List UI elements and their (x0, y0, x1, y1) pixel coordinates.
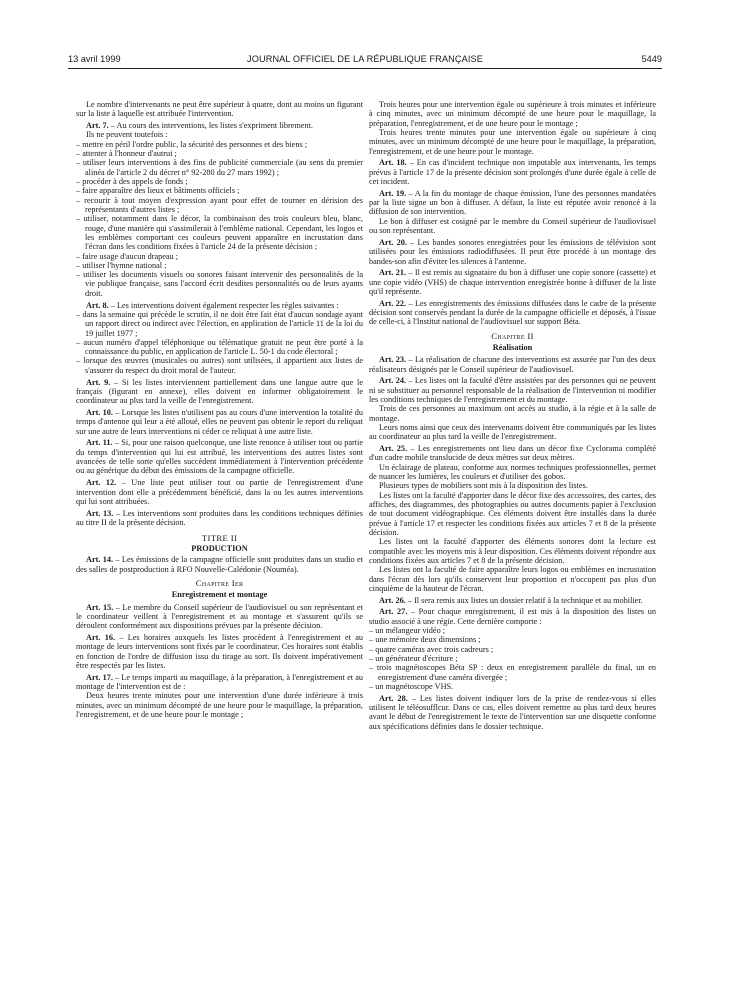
journal-title: JOURNAL OFFICIEL DE LA RÉPUBLIQUE FRANÇAISE (247, 54, 483, 64)
article-9 (76, 378, 363, 406)
article-7-list (76, 140, 363, 298)
article-14 (76, 555, 363, 574)
article-8-list (76, 310, 363, 375)
left-column (76, 100, 363, 719)
article-text: – Les listes ont la faculté d'être assistées par des personnes qui ne peuvent ni se substituer au personnel responsable de la réalisation de l'intervention ni modifier les conditions techniques de l'enregistrement et du montage. (369, 376, 656, 405)
paragraph: Les listes ont la faculté de faire apparaître leurs logos ou emblèmes en incrustation dans l'écran dès lors qu'ils conservent leur proportion et n'occupent pas plus d'un cinquième de la hauteur de l'écran. (369, 565, 656, 593)
article-text: – A la fin du montage de chaque émission, l'une des personnes mandatées par la liste signe un bon à diffuser. A défaut, la liste est réputée avoir renoncé à la diffusion de son intervention. (369, 188, 656, 217)
article-label: Art. 18. (379, 158, 407, 168)
paragraph: Le nombre d'intervenants ne peut être supérieur à quatre, dont au moins un figurant sur la liste à laquelle est attribuée l'intervention. (76, 100, 363, 119)
list-item: – aucun numéro d'appel téléphonique ou télématique gratuit ne peut être porté à la connaissance du public, en application de l'article L. 50-1 du code électoral ; (76, 337, 363, 357)
paragraph: Les listes ont la faculté d'apporter des éléments sonores dont la lecture est compatible avec les moyens mis à leur disposition. Ces éléments doivent répondre aux conditions fixées aux articles 7 et 8 de la présente décision. (369, 537, 656, 565)
article-label: Art. 17. (86, 672, 113, 682)
list-item: – utiliser l'hymne national ; (76, 260, 167, 270)
article-text: – Il est remis au signataire du bon à diffuser une copie sonore (cassette) et une copie vidéo (VHS) de chaque intervention enregistrée bonne à diffuser de la liste qu'il représente. (369, 268, 656, 296)
article-label: Art. 8. (86, 300, 109, 310)
paragraph: Leurs noms ainsi que ceux des intervenants doivent être communiqués par les listes au coordinateur au plus tard la veille de l'enregistrement. (369, 423, 656, 442)
article-7 (76, 121, 363, 130)
article-label: Art. 13. (86, 508, 114, 518)
article-text: – Les enregistrements des émissions diffusées dans le cadre de la présente décision sont conservés pendant la durée de la campagne officielle et déposés, à l'issue de celle-ci, à l'Institut national de l'audiovisuel sur support Béta. (369, 298, 656, 327)
article-label: Art. 24. (379, 376, 407, 386)
list-item: – procéder à des appels de fonds ; (76, 177, 188, 186)
paragraph: Un éclairage de plateau, conforme aux normes techniques professionnelles, permet de nuancer les lumières, les couleurs et d'utiliser des gobos. (369, 462, 656, 482)
article-label: Art. 22. (379, 298, 407, 308)
article-label: Art. 15. (86, 602, 114, 612)
list-item: – trois magnétoscopes Béta SP : deux en enregistrement parallèle du final, un en enregistrement d'une caméra divergée ; (369, 663, 656, 682)
chapter-heading: Enregistrement et montage (171, 590, 268, 600)
article-text: – Les enregistrements ont lieu dans un décor fixe Cyclorama complété d'un cadre mobile translucide de deux mètres sur deux mètres. (369, 444, 656, 463)
article-12 (76, 478, 363, 506)
list-item: – lorsque des œuvres (musicales ou autres) sont utilisées, il appartient aux listes de s'assurer du respect du droit moral de l'auteur. (76, 356, 363, 375)
chapter-heading: Réalisation (492, 343, 533, 352)
article-text: – Les émissions de la campagne officielle sont produites dans un studio et des salles de postproduction à RFO Nouvelle-Calédonie (Nouméa). (76, 555, 363, 574)
list-item: – utiliser, notamment dans le décor, la combinaison des trois couleurs bleu, blanc, rouge, d'une manière qui s'assimilerait à l'emblème national. Cependant, les logos et les emblèmes comportant ces couleurs peuvent apparaître en incrustation dans l'écran dans les conditions fixées à l'article 24 de la présente décision ; (76, 214, 363, 252)
article-27 (369, 607, 656, 626)
article-18 (369, 158, 656, 186)
list-item: – utiliser les documents visuels ou sonores faisant intervenir des personnalités de la vie publique française, sans l'accord écrit desdites personnalités ou de leurs ayants droit. (76, 270, 363, 298)
article-text: – En cas d'incident technique non imputable aux intervenants, les temps prévus à l'article 17 de la présente décision sont prolongés d'une durée égale à celle de cet incident. (369, 158, 656, 186)
article-label: Art. 9. (86, 377, 111, 387)
article-text: – Le membre du Conseil supérieur de l'audiovisuel ou son représentant et le coordinateur veillent à l'enregistrement et au montage et s'assurent qu'ils se déroulent conformément aux dispositions prévues par la présente décision. (76, 602, 363, 631)
article-24 (369, 376, 656, 404)
article-text: – Pour chaque enregistrement, il est mis à la disposition des listes un studio associé à une régie. Cette dernière comporte : (369, 607, 656, 626)
article-label: Art. 25. (379, 444, 408, 454)
paragraph: Trois heures trente minutes pour une intervention égale ou supérieure à cinq minutes, avec un minimum décompté de une heure pour le maquillage, la préparation, l'enregistrement, et de une heure pour le montage. (369, 127, 656, 156)
article-15 (76, 603, 363, 631)
article-21 (369, 268, 656, 296)
article-10 (76, 408, 363, 436)
article-text: – Les listes doivent indiquer lors de la prise de rendez-vous si elles utilisent le téléosufflcur. Dans ce cas, elles doivent remettre au plus tard deux heures avant le début de l'enregistrement le texte de l'intervention sur une disquette conforme aux spécifications définies dans le dossier technique. (369, 693, 656, 731)
article-text: – Les horaires auxquels les listes procèdent à l'enregistrement et au montage de leurs interventions sont fixés par le coordinateur. Ces horaires sont établis en fonction de l'ordre de diffusion issu du tirage au sort. Ils doivent impérativement être respectés par les listes. (76, 633, 363, 670)
chapter-title: Chapitre Ier (195, 578, 244, 588)
article-label: Art. 26. (379, 595, 406, 605)
article-17 (76, 673, 363, 692)
list-item: – utiliser leurs interventions à des fins de publicité commerciale (au sens du premier alinéa de l'article 2 du décret n° 92-280 du 27 mars 1992) ; (76, 158, 363, 177)
list-item: – quatre caméras avec trois cadreurs ; (369, 644, 494, 654)
article-text: – Au cours des interventions, les listes s'expriment librement. (108, 121, 313, 131)
list-item: – une mémoire deux dimensions ; (369, 635, 481, 645)
article-label: Art. 21. (379, 268, 407, 278)
article-label: Art. 23. (379, 355, 407, 365)
list-item: – un mélangeur vidéo ; (369, 626, 446, 636)
article-26 (369, 596, 656, 605)
list-item: – dans la semaine qui précède le scrutin, il ne doit être fait état d'aucun sondage ayant un rapport direct ou indirect avec l'élection, en application de l'article 11 de la loi du 19 juillet 1977 ; (76, 309, 363, 338)
article-label: Art. 10. (86, 408, 113, 417)
paragraph: Plusieurs types de mobiliers sont mis à la disposition des listes. (379, 481, 588, 491)
header-rule (68, 68, 662, 69)
paragraph: Les listes ont la faculté d'apporter dans le décor fixe des accessoires, des cartes, des affiches, des diagrammes, des photographies ou autres documents papier à l'exclusion de tout document vidéographique. Ces éléments doivent être installés dans la durée prévue à l'article 17 et respecter les conditions fixées aux articles 7 et 8 de la présente décision. (369, 490, 656, 537)
article-20 (369, 238, 656, 266)
paragraph: Trois de ces personnes au maximum ont accès au studio, à la régie et à la salle de montage. (369, 404, 656, 423)
list-item: – recourir à tout moyen d'expression ayant pour effet de tourner en dérision des représentants d'autres listes ; (76, 195, 363, 214)
page-header (68, 54, 662, 68)
article-28 (369, 694, 656, 731)
article-text: – Les interventions sont produites dans les conditions techniques définies au titre II de la présente décision. (76, 508, 364, 527)
article-label: Art. 28. (379, 693, 408, 703)
article-text: – Il sera remis aux listes un dossier relatif à la technique et au mobilier. (405, 595, 643, 605)
article-text: – Lorsque les listes n'utilisent pas au cours d'une intervention la totalité du temps d'antenne qui leur a été alloué, elles ne peuvent pas obtenir le report du reliquat sur une autre de leurs interventions ni céder ce reliquat à une autre liste. (76, 408, 363, 436)
list-item: – faire usage d'aucun drapeau ; (76, 251, 179, 261)
paragraph: Trois heures pour une intervention égale ou supérieure à trois minutes et inférieure à cinq minutes, avec un minimum décompté de une heure pour le maquillage, la préparation, l'enregistrement, et de une heure pour le montage ; (369, 100, 656, 128)
article-8 (76, 301, 363, 310)
list-item: – mettre en péril l'ordre public, la sécurité des personnes et des biens ; (76, 139, 308, 149)
article-16 (76, 633, 363, 670)
article-27-list (369, 626, 656, 691)
article-text: – La réalisation de chacune des interventions est assurée par l'un des deux réalisateurs désignés par le Conseil supérieur de l'audiovisuel. (369, 355, 656, 374)
article-text: – Une liste peut utiliser tout ou partie de l'enregistrement d'une intervention dont elle a précédemment bénéficié, dans la ou les autres interventions qui lui sont attribuées. (76, 478, 363, 506)
article-label: Art. 27. (379, 607, 408, 617)
header-date: 13 avril 1999 (68, 54, 121, 64)
list-item: – un magnétoscope VHS. (369, 681, 454, 691)
article-text: – Le temps imparti au maquillage, à la préparation, à l'enregistrement et au montage de l'intervention est de : (76, 672, 363, 692)
article-text: – Les bandes sonores enregistrées pour les émissions de télévision sont utilisées pour les émissions radiodiffusées. Il peut être procédé à un montage des bandes-son afin d'éviter les silences à l'antenne. (369, 237, 656, 266)
article-11 (76, 438, 363, 475)
list-item: – un générateur d'écriture ; (369, 654, 458, 663)
article-25 (369, 444, 656, 463)
section-heading: PRODUCTION (191, 543, 248, 553)
paragraph: Deux heures trente minutes pour une intervention d'une durée inférieure à trois minutes, avec un minimum décompté de une heure pour le maquillage, la préparation, l'enregistrement, et de une heure pour le montage ; (76, 691, 363, 720)
article-label: Art. 11. (86, 438, 113, 448)
article-19 (369, 189, 656, 217)
list-item: – attenter à l'honneur d'autrui ; (76, 149, 177, 159)
article-23 (369, 355, 656, 374)
article-13 (76, 509, 363, 528)
section-title: TITRE II (201, 533, 238, 544)
article-text: – Les interventions doivent également respecter les règles suivantes : (108, 300, 339, 310)
article-label: Art. 12. (86, 478, 117, 488)
article-label: Art. 7. (86, 121, 109, 131)
article-label: Art. 19. (379, 188, 407, 198)
article-label: Art. 14. (86, 555, 114, 565)
article-label: Art. 16. (86, 633, 116, 643)
page-number: 5449 (641, 54, 662, 64)
article-22 (369, 299, 656, 327)
list-item: – faire apparaître des lieux et bâtiments officiels ; (76, 186, 240, 196)
right-column (369, 100, 656, 731)
chapter-title: Chapitre II (491, 330, 534, 341)
paragraph: Le bon à diffuser est cosigné par le membre du Conseil supérieur de l'audiovisuel ou son représentant. (369, 216, 656, 236)
article-label: Art. 20. (379, 237, 407, 247)
article-text: – Si les listes interviennent partiellement dans une langue autre que le français (figurant en annexe), elles doivent en informer obligatoirement le coordinateur au plus tard la veille de l'enregistrement. (76, 377, 363, 406)
paragraph: Ils ne peuvent toutefois : (86, 130, 168, 140)
article-text: – Si, pour une raison quelconque, une liste renonce à utiliser tout ou partie du temps d'intervention qui lui est attribué, les interventions des autres listes sont avancées de telle sorte qu'elles succèdent immédiatement à l'intervention précédente ou au générique du début des émissions de la campagne officielle. (76, 438, 364, 476)
